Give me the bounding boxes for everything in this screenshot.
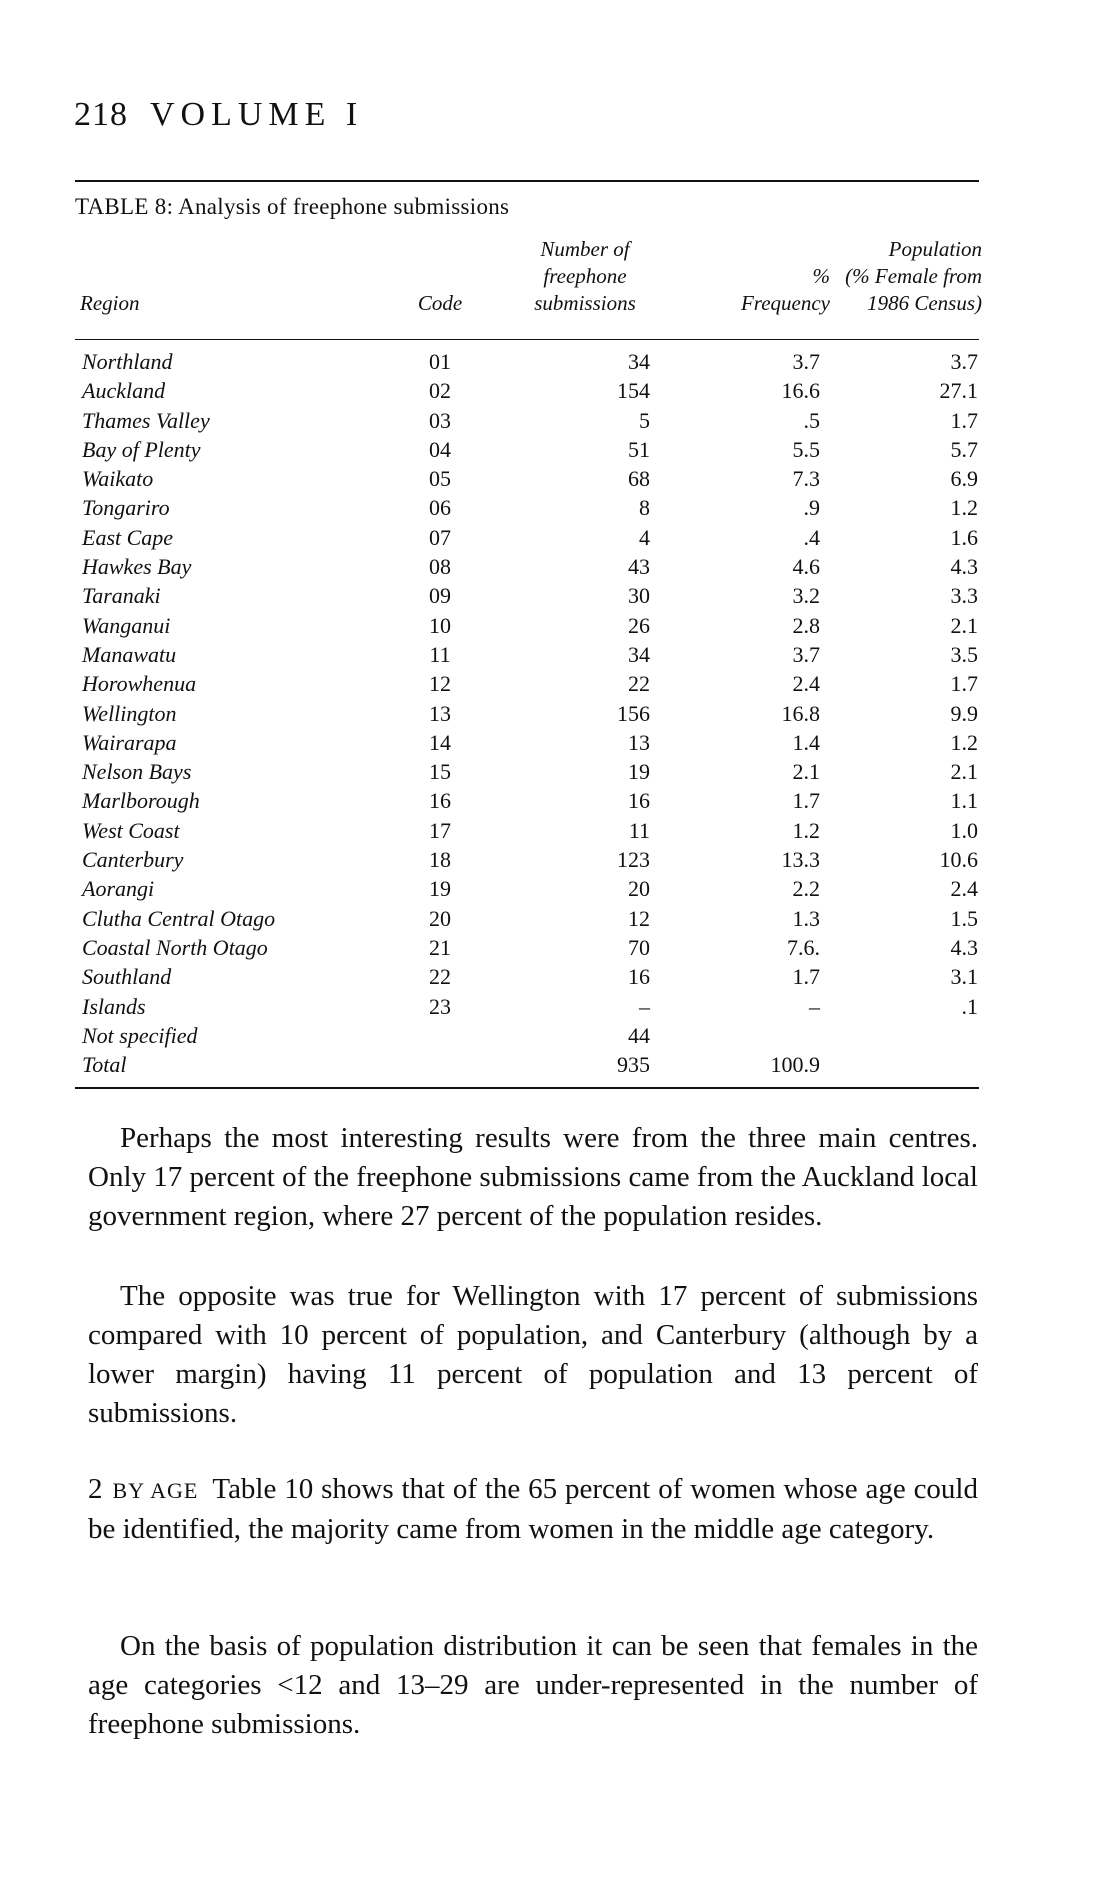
cell-code: 17 (429, 817, 451, 843)
column-header-number-line1: Number of (540, 237, 630, 261)
table-row (0, 757, 1114, 786)
table-row (0, 640, 1114, 669)
cell-population: 2.4 (950, 876, 978, 902)
cell-population: 3.7 (950, 349, 978, 374)
cell-number: 16 (628, 964, 650, 990)
cell-number: 20 (628, 876, 650, 902)
cell-code: 23 (429, 993, 451, 1019)
cell-number: 44 (628, 1022, 650, 1048)
column-header-number-line2: freephone (543, 264, 627, 288)
cell-number: 34 (628, 349, 650, 374)
cell-code: 07 (429, 524, 451, 550)
table-row (0, 874, 1114, 903)
cell-code: 22 (429, 964, 451, 990)
cell-code: 13 (429, 700, 451, 726)
cell-frequency: 16.6 (781, 378, 820, 404)
table-caption: TABLE 8: Analysis of freephone submissions (75, 194, 510, 219)
cell-population: 3.1 (950, 964, 978, 990)
cell-code: 06 (429, 495, 451, 521)
cell-region: Southland (82, 964, 172, 990)
cell-number: 43 (628, 554, 650, 580)
table-row (0, 611, 1114, 640)
paragraph-3 (88, 1470, 978, 1549)
paragraph-1 (88, 1119, 978, 1236)
table-bottom-rule (75, 1087, 979, 1089)
table-row (0, 435, 1114, 464)
section-number: 2 (88, 1473, 103, 1505)
cell-population: 10.6 (939, 847, 978, 873)
cell-number: 13 (628, 729, 650, 755)
cell-frequency: 2.2 (792, 876, 820, 902)
cell-code: 21 (429, 934, 451, 960)
cell-number: 5 (639, 407, 650, 433)
cell-code: 19 (429, 876, 451, 902)
cell-region: Hawkes Bay (82, 554, 192, 580)
cell-number: 22 (628, 671, 650, 697)
table-row (0, 493, 1114, 522)
cell-frequency: 7.3 (792, 466, 820, 492)
table-row (0, 699, 1114, 728)
cell-region: East Cape (82, 524, 174, 550)
cell-population: 1.7 (950, 671, 978, 697)
column-header-population-line2: (% Female from (845, 264, 982, 288)
cell-number: 26 (628, 612, 650, 638)
column-header-percent: % (812, 264, 830, 288)
paragraph-2 (88, 1277, 978, 1433)
cell-population: 1.2 (950, 729, 978, 755)
table-row (0, 669, 1114, 698)
cell-number: 30 (628, 583, 650, 609)
cell-frequency: 3.7 (792, 641, 820, 667)
cell-population: 2.1 (950, 612, 978, 638)
cell-region: Manawatu (82, 641, 177, 667)
cell-frequency: 2.4 (792, 671, 820, 697)
cell-region: Not specified (82, 1022, 198, 1048)
cell-population: 1.6 (950, 524, 978, 550)
column-header-number-line3: submissions (534, 291, 636, 315)
cell-number: – (639, 993, 650, 1019)
table-row (0, 1021, 1114, 1050)
table-row (0, 845, 1114, 874)
cell-frequency: 4.6 (792, 554, 820, 580)
table-top-rule (75, 180, 979, 182)
cell-frequency: .9 (803, 495, 820, 521)
cell-number: 154 (617, 378, 650, 404)
cell-frequency: 2.8 (792, 612, 820, 638)
table-row (0, 962, 1114, 991)
cell-number: 935 (617, 1052, 650, 1078)
cell-number: 4 (639, 524, 650, 550)
cell-code: 14 (429, 729, 451, 755)
paragraph-4 (88, 1627, 978, 1744)
cell-region: Taranaki (82, 583, 161, 609)
cell-number: 68 (628, 466, 650, 492)
cell-population: 1.7 (950, 407, 978, 433)
cell-frequency: 3.7 (792, 349, 820, 374)
cell-code: 15 (429, 759, 451, 785)
table-row (0, 992, 1114, 1021)
cell-frequency: 7.6. (787, 934, 820, 960)
cell-population: 5.7 (950, 436, 978, 462)
cell-region: Wanganui (82, 612, 171, 638)
cell-number: 70 (628, 934, 650, 960)
table-row (0, 406, 1114, 435)
cell-code: 03 (429, 407, 451, 433)
cell-frequency: 1.7 (792, 788, 820, 814)
column-header-region: Region (80, 291, 140, 315)
cell-population: 6.9 (950, 466, 978, 492)
cell-code: 12 (429, 671, 451, 697)
cell-region: Wellington (82, 700, 177, 726)
column-header-frequency: Frequency (740, 291, 830, 315)
cell-frequency: 13.3 (781, 847, 820, 873)
cell-frequency: 1.7 (792, 964, 820, 990)
cell-region: Marlborough (82, 788, 200, 814)
cell-code: 01 (429, 349, 451, 374)
cell-region: Tongariro (82, 495, 170, 521)
cell-region: Nelson Bays (82, 759, 192, 785)
cell-region: Wairarapa (82, 729, 177, 755)
table-row (0, 581, 1114, 610)
table-row (0, 1050, 1114, 1079)
cell-region: Thames Valley (82, 407, 210, 433)
cell-region: Horowhenua (82, 671, 197, 697)
cell-frequency: .5 (803, 407, 820, 433)
cell-population: 2.1 (950, 759, 978, 785)
page-number: 218 (74, 96, 128, 133)
cell-code: 04 (429, 436, 451, 462)
table-row (0, 376, 1114, 405)
table-row (0, 523, 1114, 552)
cell-number: 16 (628, 788, 650, 814)
cell-population: 1.5 (950, 905, 978, 931)
volume-label: VOLUME I (150, 96, 364, 133)
cell-code: 09 (429, 583, 451, 609)
cell-frequency: 16.8 (781, 700, 820, 726)
cell-code: 05 (429, 466, 451, 492)
cell-frequency: 1.3 (792, 905, 820, 931)
cell-number: 8 (639, 495, 650, 521)
table-row (0, 464, 1114, 493)
cell-frequency: .4 (803, 524, 820, 550)
page-header (74, 96, 363, 134)
paragraph-3-text: Table 10 shows that of the 65 percent of women whose age could be identified, the majority came from women in the middle age category. (88, 1473, 978, 1545)
column-header-population-line1: Population (888, 237, 982, 261)
cell-region: Coastal North Otago (82, 934, 268, 960)
table-row (0, 816, 1114, 845)
paragraph-4-text: On the basis of population distribution it can be seen that females in the age categories <12 and 13–29 are under-represented in the number of freephone submissions. (88, 1630, 978, 1740)
cell-code: 02 (429, 378, 451, 404)
cell-region: Auckland (82, 378, 166, 404)
cell-region: Total (82, 1052, 127, 1078)
cell-region: West Coast (82, 817, 180, 843)
cell-population: 9.9 (950, 700, 978, 726)
cell-frequency: – (809, 993, 820, 1019)
cell-number: 11 (628, 817, 650, 843)
cell-code: 18 (429, 847, 451, 873)
cell-population: 1.1 (950, 788, 978, 814)
cell-number: 34 (628, 641, 650, 667)
cell-population: .1 (961, 993, 978, 1019)
table-row (0, 786, 1114, 815)
cell-region: Northland (82, 349, 173, 374)
cell-population: 4.3 (950, 934, 978, 960)
cell-frequency: 1.2 (792, 817, 820, 843)
cell-number: 123 (617, 847, 650, 873)
cell-region: Aorangi (82, 876, 155, 902)
cell-frequency: 2.1 (792, 759, 820, 785)
cell-number: 51 (628, 436, 650, 462)
cell-code: 11 (429, 641, 451, 667)
cell-frequency: 100.9 (770, 1052, 820, 1078)
cell-frequency: 1.4 (792, 729, 820, 755)
cell-population: 4.3 (950, 554, 978, 580)
table-row (0, 904, 1114, 933)
cell-frequency: 5.5 (792, 436, 820, 462)
cell-number: 12 (628, 905, 650, 931)
cell-code: 10 (429, 612, 451, 638)
column-header-population (822, 236, 982, 317)
cell-population: 1.2 (950, 495, 978, 521)
cell-region: Waikato (82, 466, 154, 492)
column-header-code: Code (417, 291, 463, 315)
cell-number: 19 (628, 759, 650, 785)
cell-code: 20 (429, 905, 451, 931)
cell-population: 1.0 (950, 817, 978, 843)
section-heading: BY AGE (112, 1478, 199, 1503)
paragraph-1-text: Perhaps the most interesting results were from the three main centres. Only 17 percent of the freephone submissions came from the Auckland local government region, where 27 percent of the population resides. (88, 1122, 978, 1232)
cell-region: Islands (82, 993, 146, 1019)
cell-code: 16 (429, 788, 451, 814)
table-row (0, 347, 1114, 376)
table-row (0, 552, 1114, 581)
column-header-population-line3: 1986 Census) (867, 291, 982, 315)
table-header-rule (75, 339, 979, 340)
cell-frequency: 3.2 (792, 583, 820, 609)
table-body (0, 347, 1114, 1079)
paragraph-2-text: The opposite was true for Wellington with 17 percent of submissions compared with 10 percent of population, and Canterbury (although by a lower margin) having 11 percent of population and 13 percent of submissions. (88, 1280, 978, 1429)
cell-code: 08 (429, 554, 451, 580)
cell-population: 3.3 (950, 583, 978, 609)
cell-region: Canterbury (82, 847, 184, 873)
table-row (0, 728, 1114, 757)
cell-number: 156 (617, 700, 650, 726)
cell-population: 27.1 (939, 378, 978, 404)
cell-region: Clutha Central Otago (82, 905, 276, 931)
table-row (0, 933, 1114, 962)
column-header-number (510, 236, 660, 317)
cell-population: 3.5 (950, 641, 978, 667)
cell-region: Bay of Plenty (82, 436, 201, 462)
